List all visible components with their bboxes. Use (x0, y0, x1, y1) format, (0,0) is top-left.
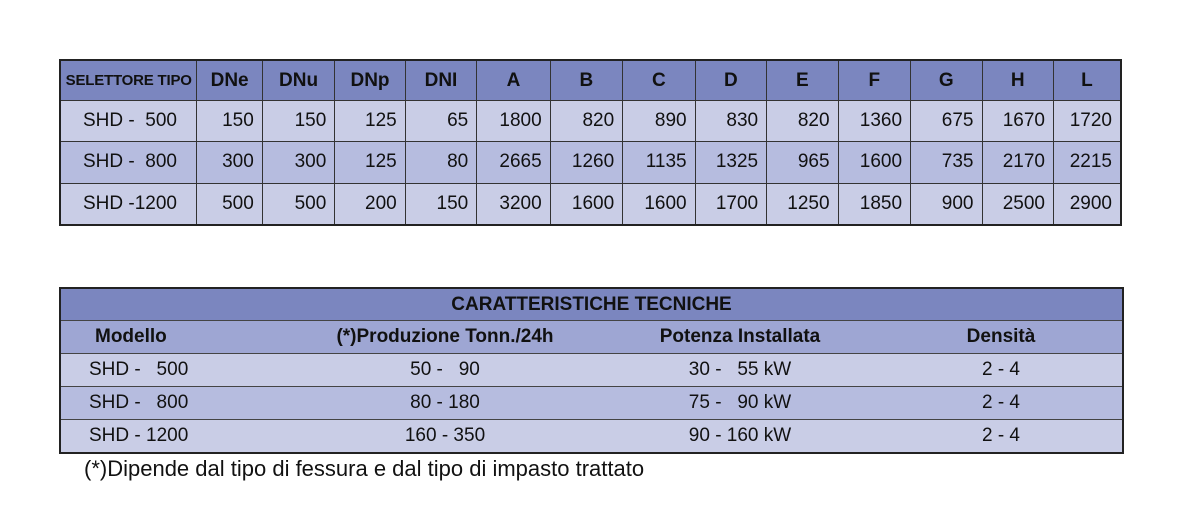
dimensions-column-header: SELETTORE TIPO (60, 60, 197, 101)
dimensions-column-header: F (838, 60, 910, 101)
tech-specs-title-row (60, 288, 1123, 321)
spec-cell: 75 - 90 kW (600, 387, 880, 420)
dimension-cell: 1135 (623, 142, 695, 183)
tech-specs-body (60, 354, 1123, 454)
dimensions-column-header: E (767, 60, 838, 101)
dimension-cell: 1360 (838, 101, 910, 142)
dimension-cell: 1600 (550, 183, 622, 225)
dimension-cell: 150 (262, 101, 334, 142)
footnote: (*)Dipende dal tipo di fessura e dal tipo di impasto trattato (84, 456, 645, 481)
dimension-cell: 2665 (477, 142, 550, 183)
dimensions-column-header: C (623, 60, 695, 101)
dimensions-column-header: D (695, 60, 766, 101)
model-cell: SHD - 500 (60, 101, 197, 142)
table-row (60, 142, 1121, 183)
dimensions-table (59, 59, 1122, 226)
dimension-cell: 735 (911, 142, 982, 183)
model-cell: SHD -1200 (60, 183, 197, 225)
dimension-cell: 820 (767, 101, 838, 142)
dimension-cell: 1800 (477, 101, 550, 142)
tech-specs-title: CARATTERISTICHE TECNICHE (60, 288, 1123, 321)
column-header-produzione: (*)Produzione Tonn./24h (290, 321, 600, 354)
dimension-cell: 300 (197, 142, 262, 183)
dimension-cell: 2500 (982, 183, 1053, 225)
dimension-cell: 1600 (838, 142, 910, 183)
dimensions-column-header: H (982, 60, 1053, 101)
spec-cell: 80 - 180 (290, 387, 600, 420)
dimensions-body (60, 101, 1121, 226)
dimension-cell: 1260 (550, 142, 622, 183)
dimension-cell: 1600 (623, 183, 695, 225)
column-header-densita: Densità (880, 321, 1123, 354)
dimension-cell: 125 (335, 101, 405, 142)
dimension-cell: 500 (197, 183, 262, 225)
spec-cell: 160 - 350 (290, 420, 600, 454)
tech-specs-header (60, 288, 1123, 354)
dimension-cell: 1720 (1053, 101, 1121, 142)
column-header-potenza: Potenza Installata (600, 321, 880, 354)
dimension-cell: 80 (405, 142, 476, 183)
spec-cell: 30 - 55 kW (600, 354, 880, 387)
dimension-cell: 300 (262, 142, 334, 183)
model-cell: SHD - 1200 (60, 420, 290, 454)
dimensions-column-header: B (550, 60, 622, 101)
spec-cell: 2 - 4 (880, 354, 1123, 387)
dimensions-header (60, 60, 1121, 101)
spec-cell: 90 - 160 kW (600, 420, 880, 454)
dimensions-column-header: G (911, 60, 982, 101)
column-header-modello: Modello (60, 321, 290, 354)
dimension-cell: 820 (550, 101, 622, 142)
dimension-cell: 890 (623, 101, 695, 142)
model-cell: SHD - 500 (60, 354, 290, 387)
dimension-cell: 1700 (695, 183, 766, 225)
spec-cell: 2 - 4 (880, 420, 1123, 454)
dimension-cell: 1250 (767, 183, 838, 225)
spec-cell: 50 - 90 (290, 354, 600, 387)
table-row (60, 354, 1123, 387)
dimension-cell: 1670 (982, 101, 1053, 142)
dimension-cell: 200 (335, 183, 405, 225)
dimension-cell: 675 (911, 101, 982, 142)
spec-cell: 2 - 4 (880, 387, 1123, 420)
dimension-cell: 2215 (1053, 142, 1121, 183)
table-row (60, 183, 1121, 225)
dimension-cell: 1850 (838, 183, 910, 225)
dimensions-column-header: L (1053, 60, 1121, 101)
dimensions-column-header: DNI (405, 60, 476, 101)
dimension-cell: 125 (335, 142, 405, 183)
dimension-cell: 965 (767, 142, 838, 183)
table-row (60, 420, 1123, 454)
dimension-cell: 2170 (982, 142, 1053, 183)
dimension-cell: 900 (911, 183, 982, 225)
dimensions-column-header: DNe (197, 60, 262, 101)
dimension-cell: 3200 (477, 183, 550, 225)
tech-specs-column-headers (60, 321, 1123, 354)
dimension-cell: 1325 (695, 142, 766, 183)
table-row (60, 387, 1123, 420)
dimension-cell: 500 (262, 183, 334, 225)
dimension-cell: 65 (405, 101, 476, 142)
dimension-cell: 2900 (1053, 183, 1121, 225)
tech-specs-table (59, 287, 1124, 454)
dimension-cell: 830 (695, 101, 766, 142)
dimensions-header-row (60, 60, 1121, 101)
model-cell: SHD - 800 (60, 387, 290, 420)
table-row (60, 101, 1121, 142)
dimensions-column-header: DNp (335, 60, 405, 101)
model-cell: SHD - 800 (60, 142, 197, 183)
dimension-cell: 150 (197, 101, 262, 142)
dimensions-column-header: DNu (262, 60, 334, 101)
dimensions-column-header: A (477, 60, 550, 101)
dimension-cell: 150 (405, 183, 476, 225)
